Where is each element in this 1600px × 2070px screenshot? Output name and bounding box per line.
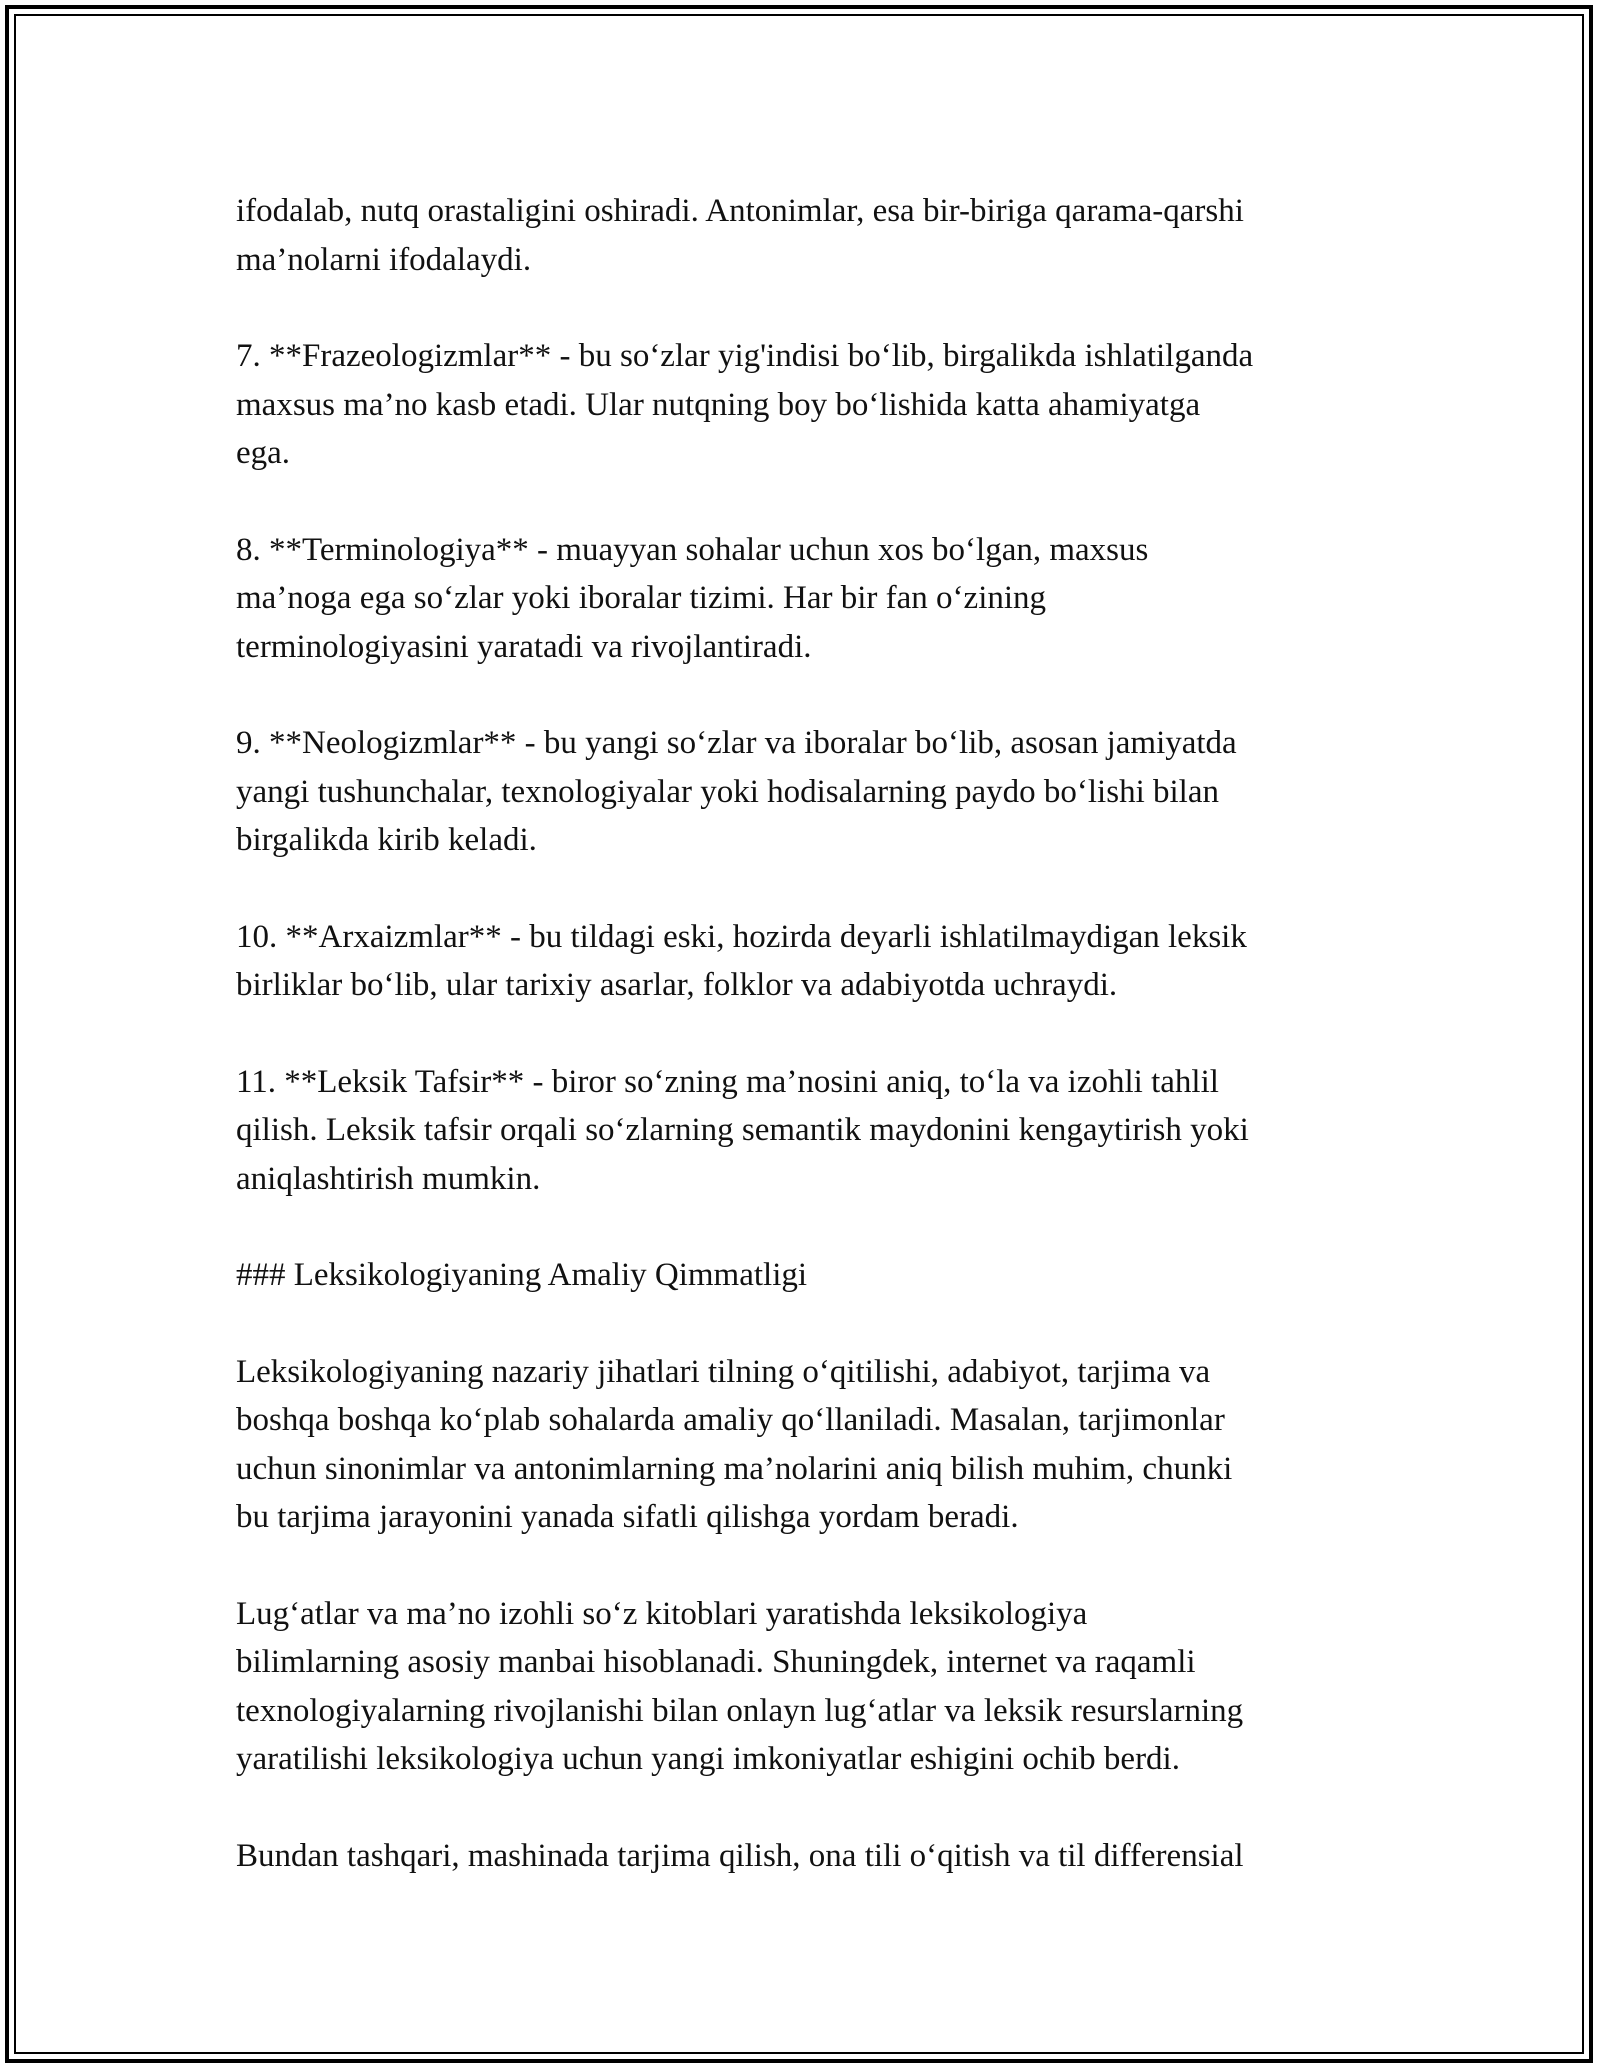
- paragraph-arxaizmlar: 10. **Arxaizmlar** - bu tildagi eski, hozirda deyarli ishlatilmaydigan leksik birliklar bo‘lib, ular tarixiy asarlar, folklor va adabiyotda uchraydi.: [236, 918, 1247, 1003]
- paragraph-frazeologizmlar: 7. **Frazeologizmlar** - bu so‘zlar yig'indisi bo‘lib, birgalikda ishlatilganda maxsus ma’no kasb etadi. Ular nutqning boy bo‘lishida katta ahamiyatga ega.: [236, 338, 1254, 471]
- section-heading: ### Leksikologiyaning Amaliy Qimmatligi: [236, 1257, 808, 1293]
- paragraph-terminologiya: 8. **Terminologiya** - muayyan sohalar uchun xos bo‘lgan, maxsus ma’noga ega so‘zlar yoki iboralar tizimi. Har bir fan o‘zining terminologiyasini yaratadi va rivojlantiradi.: [236, 531, 1149, 665]
- paragraph-bundan-tashqari: Bundan tashqari, mashinada tarjima qilish, ona tili o‘qitish va til differensial: [236, 1837, 1244, 1874]
- paragraph-neologizmlar: 9. **Neologizmlar** - bu yangi so‘zlar va iboralar bo‘lib, asosan jamiyatda yangi tushunchalar, texnologiyalar yoki hodisalarning paydo bo‘lishi bilan birgalikda kirib keladi.: [236, 725, 1237, 858]
- paragraph-lugatlar: Lug‘atlar va ma’no izohli so‘z kitoblari yaratishda leksikologiya bilimlarning asosiy manbai hisoblanadi. Shuningdek, internet va raqamli texnologiyalarning rivojlanishi bilan onlayn lug‘atlar va leksik resurslarning yaratilishi leksikologiya uchun yangi imkoniyatlar eshigini ochib berdi.: [236, 1595, 1244, 1777]
- paragraph-leksik-tafsir: 11. **Leksik Tafsir** - biror so‘zning ma’nosini aniq, to‘la va izohli tahlil qilish. Leksik tafsir orqali so‘zlarning semantik maydonini kengaytirish yoki aniqlashtirish mumkin.: [236, 1063, 1249, 1197]
- paragraph-amaliy-qollanish: Leksikologiyaning nazariy jihatlari tilning o‘qitilishi, adabiyot, tarjima va boshqa boshqa ko‘plab sohalarda amaliy qo‘llaniladi. Masalan, tarjimonlar uchun sinonimlar va antonimlarning ma’nolarini aniq bilish muhim, chunki bu tarjima jarayonini yanada sifatli qilishga yordam beradi.: [236, 1353, 1233, 1535]
- document-body: [236, 187, 1386, 1928]
- paragraph-continuation: ifodalab, nutq orastaligini oshiradi. Antonimlar, esa bir-biriga qarama-qarshi ma’nolarni ifodalaydi.: [236, 193, 1244, 278]
